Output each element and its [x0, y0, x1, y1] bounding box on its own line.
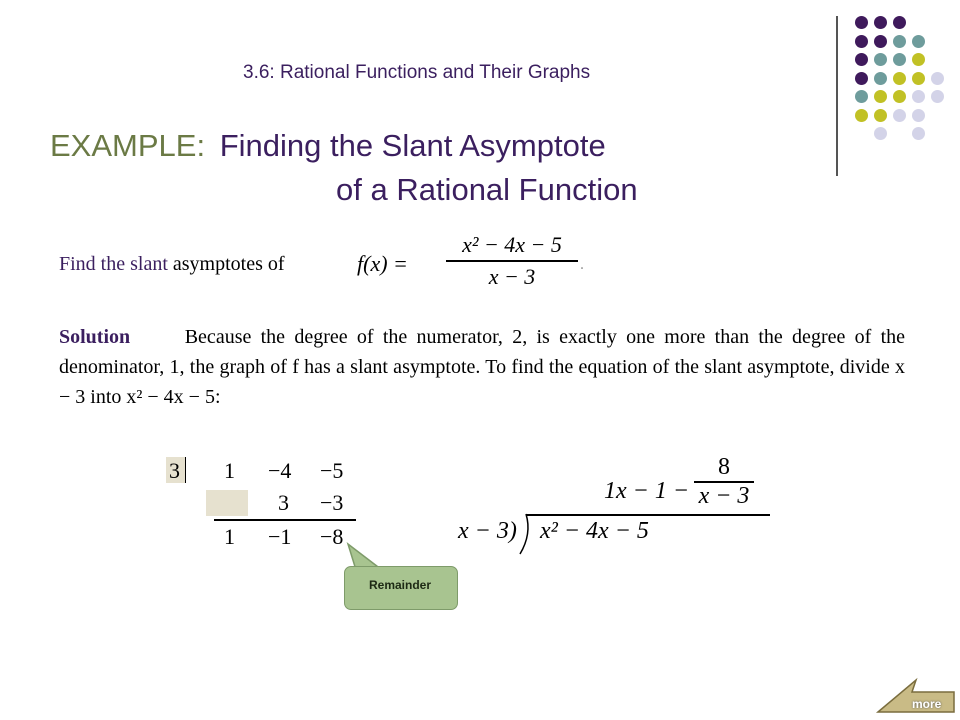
synthetic-divisor: 3 — [169, 458, 180, 483]
decorative-dot — [912, 35, 925, 48]
title-line2: of a Rational Function — [336, 172, 638, 207]
decorative-dot — [912, 109, 925, 122]
sd-r2-c2: 3 — [278, 490, 289, 515]
decorative-dot — [855, 16, 868, 29]
decorative-dot — [912, 53, 925, 66]
decorative-dot — [855, 90, 868, 103]
decorative-dot — [855, 53, 868, 66]
decorative-dot — [855, 35, 868, 48]
problem-lead-rest: asymptotes of — [172, 253, 285, 275]
function-numerator: x² − 4x − 5 — [462, 232, 562, 257]
sd-r3-c2: −1 — [268, 524, 292, 549]
solution-text: Because the degree of the numerator, 2, is exactly one more than the degree of the denominator, 1, the graph of f has a slant asymptote. To find the equation of the slant asymptote, divide x − 3 into x² − 4x − 5: — [59, 326, 905, 408]
sd-r1-c2: −4 — [268, 458, 292, 483]
remainder-denominator: x − 3 — [698, 482, 750, 509]
decorative-dot — [874, 35, 887, 48]
decorative-dot — [931, 72, 944, 85]
decorative-dot — [912, 90, 925, 103]
decorative-dot — [874, 109, 887, 122]
sd-r3-c3: −8 — [320, 524, 344, 549]
sd-r2-c3: −3 — [320, 490, 344, 515]
sd-r1-c1: 1 — [224, 458, 235, 483]
function-label: f(x) = — [357, 251, 408, 276]
decorative-dot — [912, 127, 925, 140]
decorative-dot — [874, 127, 887, 140]
function-denominator: x − 3 — [488, 263, 536, 289]
slide-subtitle: 3.6: Rational Functions and Their Graphs — [243, 62, 591, 83]
slide-title — [50, 128, 606, 164]
synthetic-placeholder-box — [206, 490, 248, 516]
divider-line — [836, 16, 838, 176]
long-division-dividend: x² − 4x − 5 — [540, 518, 649, 544]
solution-label: Solution — [59, 326, 131, 348]
solution-paragraph — [59, 322, 905, 412]
function-fraction — [446, 232, 578, 290]
decorative-dot — [893, 72, 906, 85]
more-button[interactable]: more — [912, 697, 942, 711]
decorative-dot — [931, 90, 944, 103]
decorative-dot — [874, 72, 887, 85]
decorative-dot — [893, 53, 906, 66]
long-division-remainder-fraction — [694, 454, 754, 510]
remainder-numerator: 8 — [718, 454, 730, 480]
decorative-dot — [893, 16, 906, 29]
title-line1: Finding the Slant Asymptote — [219, 128, 606, 163]
more-arrow-icon[interactable] — [868, 672, 956, 718]
decorative-dot — [874, 90, 887, 103]
long-division-bar — [526, 514, 770, 516]
sd-r3-c1: 1 — [224, 524, 235, 549]
decorative-dot — [855, 109, 868, 122]
long-division-quotient: 1x − 1 − — [604, 478, 690, 504]
sd-r1-c3: −5 — [320, 458, 344, 483]
decorative-dot — [912, 72, 925, 85]
title-prefix: EXAMPLE: — [50, 128, 206, 163]
remainder-callout-text: Remainder — [368, 578, 432, 592]
decorative-dot — [874, 53, 887, 66]
fraction-bar — [446, 260, 578, 262]
problem-period: . — [580, 256, 584, 273]
long-division-divisor: x − 3) — [458, 518, 517, 544]
problem-lead-colored: Find the slant — [59, 253, 168, 275]
decorative-dot — [855, 72, 868, 85]
problem-statement — [59, 253, 285, 276]
decorative-dot — [874, 16, 887, 29]
decorative-dot — [893, 35, 906, 48]
decorative-dot — [893, 109, 906, 122]
decorative-dot — [893, 90, 906, 103]
synthetic-sum-line — [214, 519, 356, 521]
